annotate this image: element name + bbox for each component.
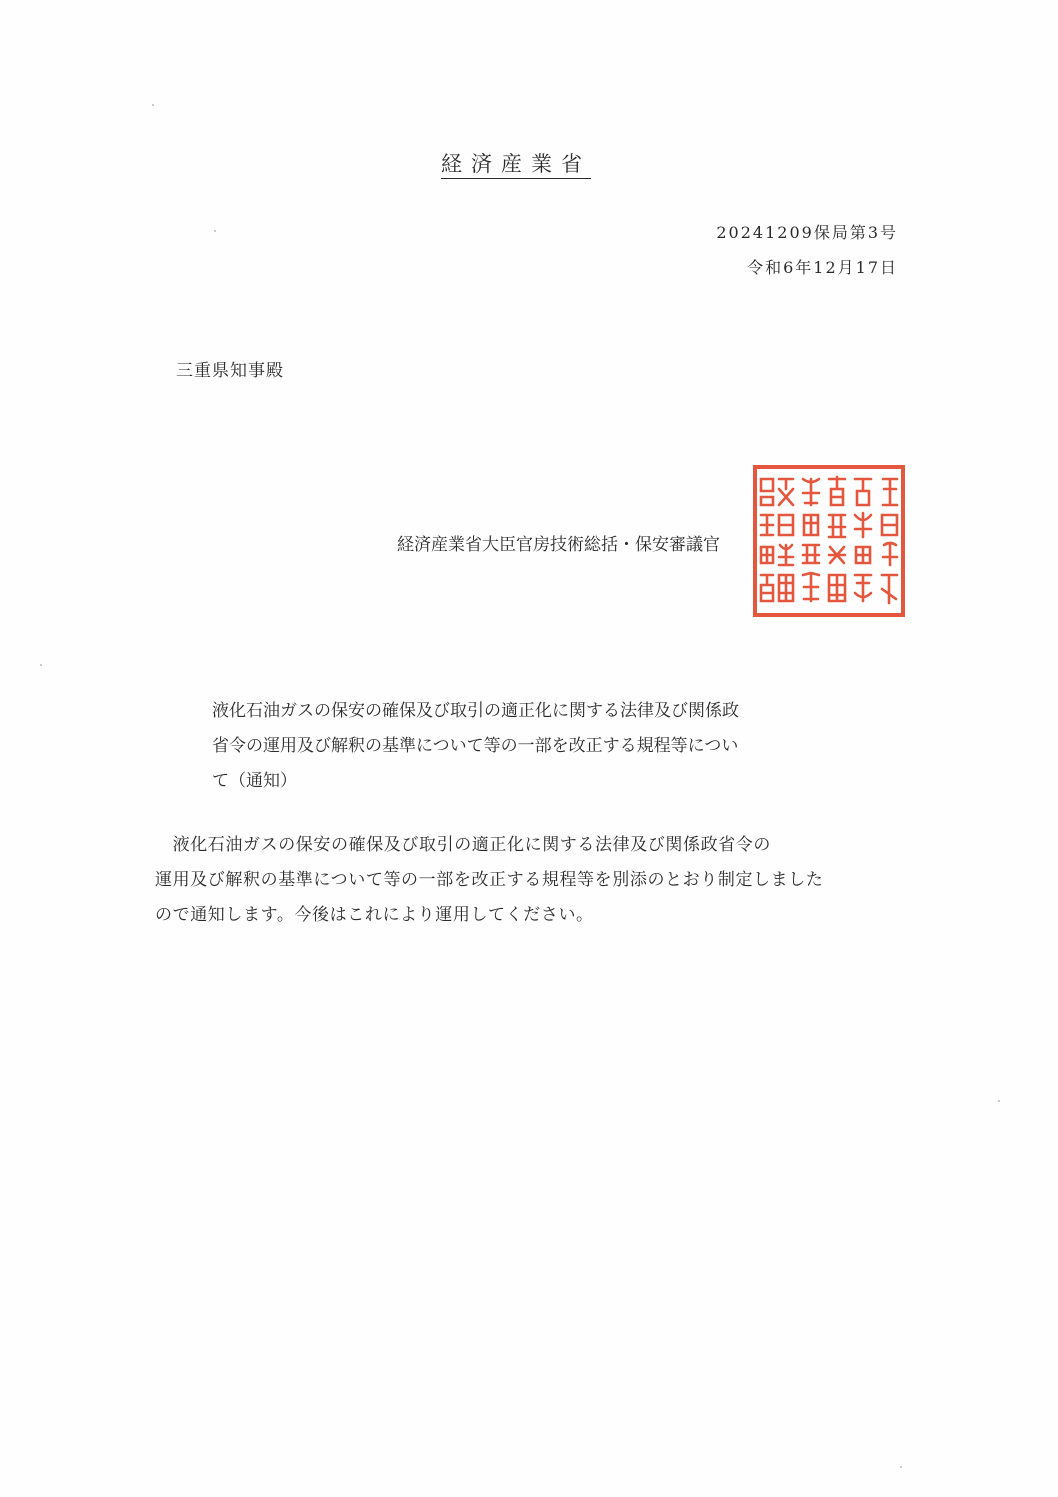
subject-line: て（通知） bbox=[212, 771, 297, 791]
addressee: 三重県知事殿 bbox=[176, 361, 284, 381]
document-date: 令和6年12月17日 bbox=[747, 258, 898, 277]
subject-line: 省令の運用及び解釈の基準について等の一部を改正する規程等につい bbox=[212, 736, 739, 756]
scan-speck bbox=[40, 664, 42, 666]
document-number: 20241209保局第3号 bbox=[716, 223, 898, 242]
body-line: 液化石油ガスの保安の確保及び取引の適正化に関する法律及び関係政省令の bbox=[155, 835, 771, 855]
scan-speck bbox=[214, 230, 216, 232]
body-paragraph bbox=[155, 828, 915, 933]
body-line: 運用及び解釈の基準について等の一部を改正する規程等を別添のとおり制定しました bbox=[155, 870, 824, 890]
subject bbox=[212, 694, 872, 799]
ministry-heading: 経済産業省 bbox=[441, 152, 591, 176]
subject-line: 液化石油ガスの保安の確保及び取引の適正化に関する法律及び関係政 bbox=[212, 701, 739, 721]
seal-glyphs bbox=[761, 477, 897, 603]
scan-speck bbox=[998, 1100, 1000, 1102]
body-line: ので通知します。今後はこれにより運用してください。 bbox=[155, 905, 594, 925]
sender-title: 経済産業省大臣官房技術総括・保安審議官 bbox=[397, 535, 720, 555]
scan-speck bbox=[152, 104, 154, 106]
scan-speck bbox=[900, 1466, 902, 1468]
official-seal-stamp bbox=[751, 463, 907, 619]
